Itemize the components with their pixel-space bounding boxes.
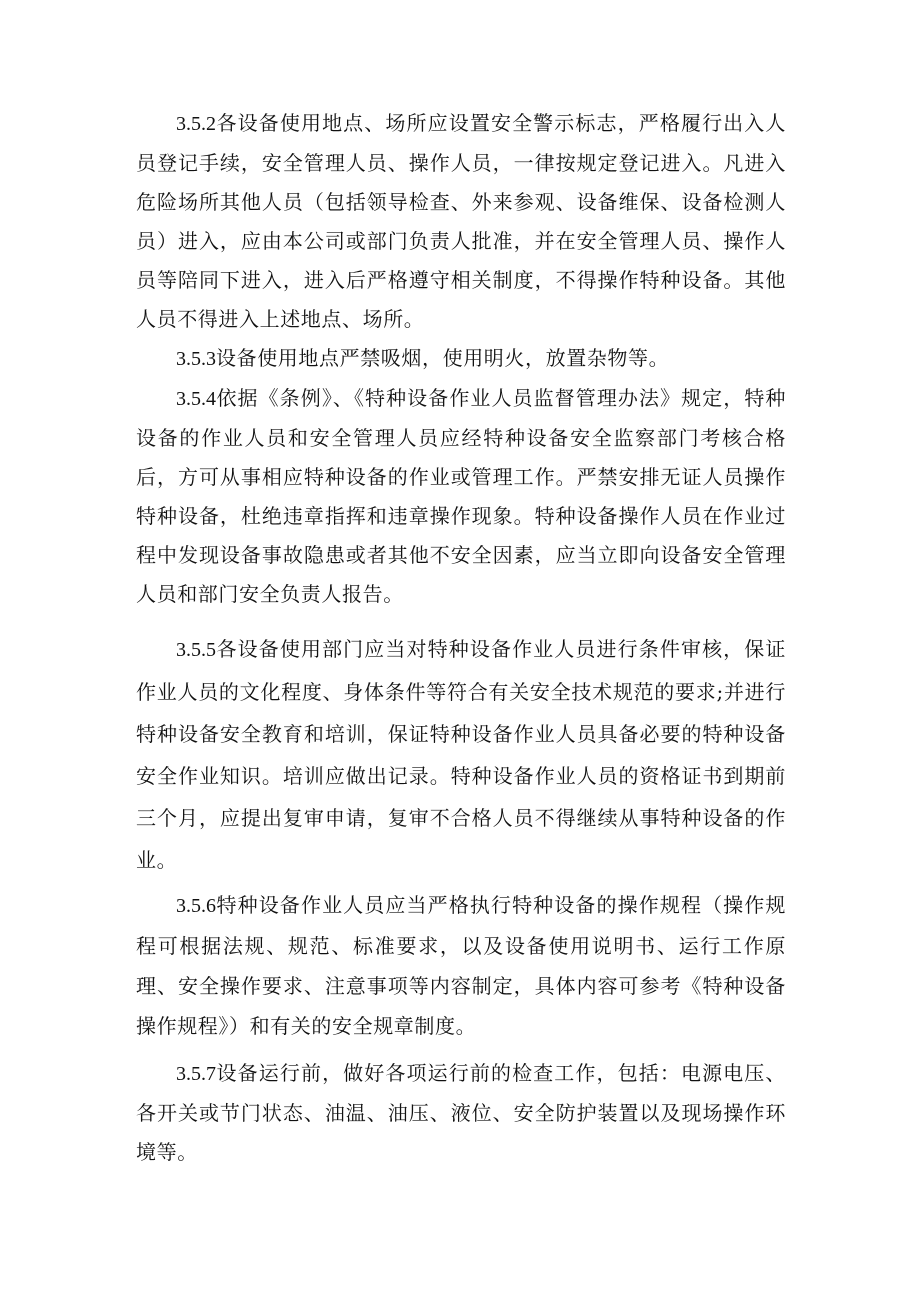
- paragraph-3-5-3: [136, 339, 786, 379]
- paragraph-text: 各设备使用地点、场所应设置安全警示标志，严格履行出入人员登记手续，安全管理人员、操作人员，一律按规定登记进入。凡进入危险场所其他人员（包括领导检查、外来参观、设备维保、设备检测人员）进入，应由本公司或部门负责人批准，并在安全管理人员、操作人员等陪同下进入，进入后严格遵守相关制度，不得操作特种设备。其他人员不得进入上述地点、场所。: [136, 111, 786, 331]
- paragraph-3-5-5: [136, 628, 786, 881]
- paragraph-number: 3.5.4: [176, 388, 216, 410]
- paragraph-text: 设备使用地点严禁吸烟，使用明火，放置杂物等。: [216, 346, 670, 370]
- document-body: [136, 104, 786, 1172]
- paragraph-3-5-2: [136, 104, 786, 339]
- paragraph-number: 3.5.6: [176, 895, 216, 917]
- paragraph-3-5-7: [136, 1054, 786, 1172]
- paragraph-number: 3.5.5: [176, 639, 216, 661]
- paragraph-3-5-4: [136, 379, 786, 614]
- paragraph-number: 3.5.7: [176, 1063, 216, 1085]
- paragraph-text: 各设备使用部门应当对特种设备作业人员进行条件审核，保证作业人员的文化程度、身体条件等符合有关安全技术规范的要求;并进行特种设备安全教育和培训，保证特种设备作业人员具备必要的特种设备安全作业知识。培训应做出记录。特种设备作业人员的资格证书到期前三个月，应提出复审申请，复审不合格人员不得继续从事特种设备的作业。: [136, 637, 786, 872]
- paragraph-number: 3.5.2: [176, 113, 216, 135]
- paragraph-3-5-6: [136, 885, 786, 1046]
- paragraph-text: 特种设备作业人员应当严格执行特种设备的操作规程（操作规程可根据法规、规范、标准要求，以及设备使用说明书、运行工作原理、安全操作要求、注意事项等内容制定，具体内容可参考《特种设备操作规程》）和有关的安全规章制度。: [136, 893, 786, 1038]
- paragraph-text: 设备运行前，做好各项运行前的检查工作，包括：电源电压、各开关或节门状态、油温、油压、液位、安全防护装置以及现场操作环境等。: [136, 1061, 786, 1164]
- paragraph-text: 依据《条例》、《特种设备作业人员监督管理办法》规定，特种设备的作业人员和安全管理人员应经特种设备安全监察部门考核合格后，方可从事相应特种设备的作业或管理工作。严禁安排无证人员操作特种设备，杜绝违章指挥和违章操作现象。特种设备操作人员在作业过程中发现设备事故隐患或者其他不安全因素，应当立即向设备安全管理人员和部门安全负责人报告。: [136, 386, 786, 606]
- paragraph-number: 3.5.3: [176, 348, 216, 370]
